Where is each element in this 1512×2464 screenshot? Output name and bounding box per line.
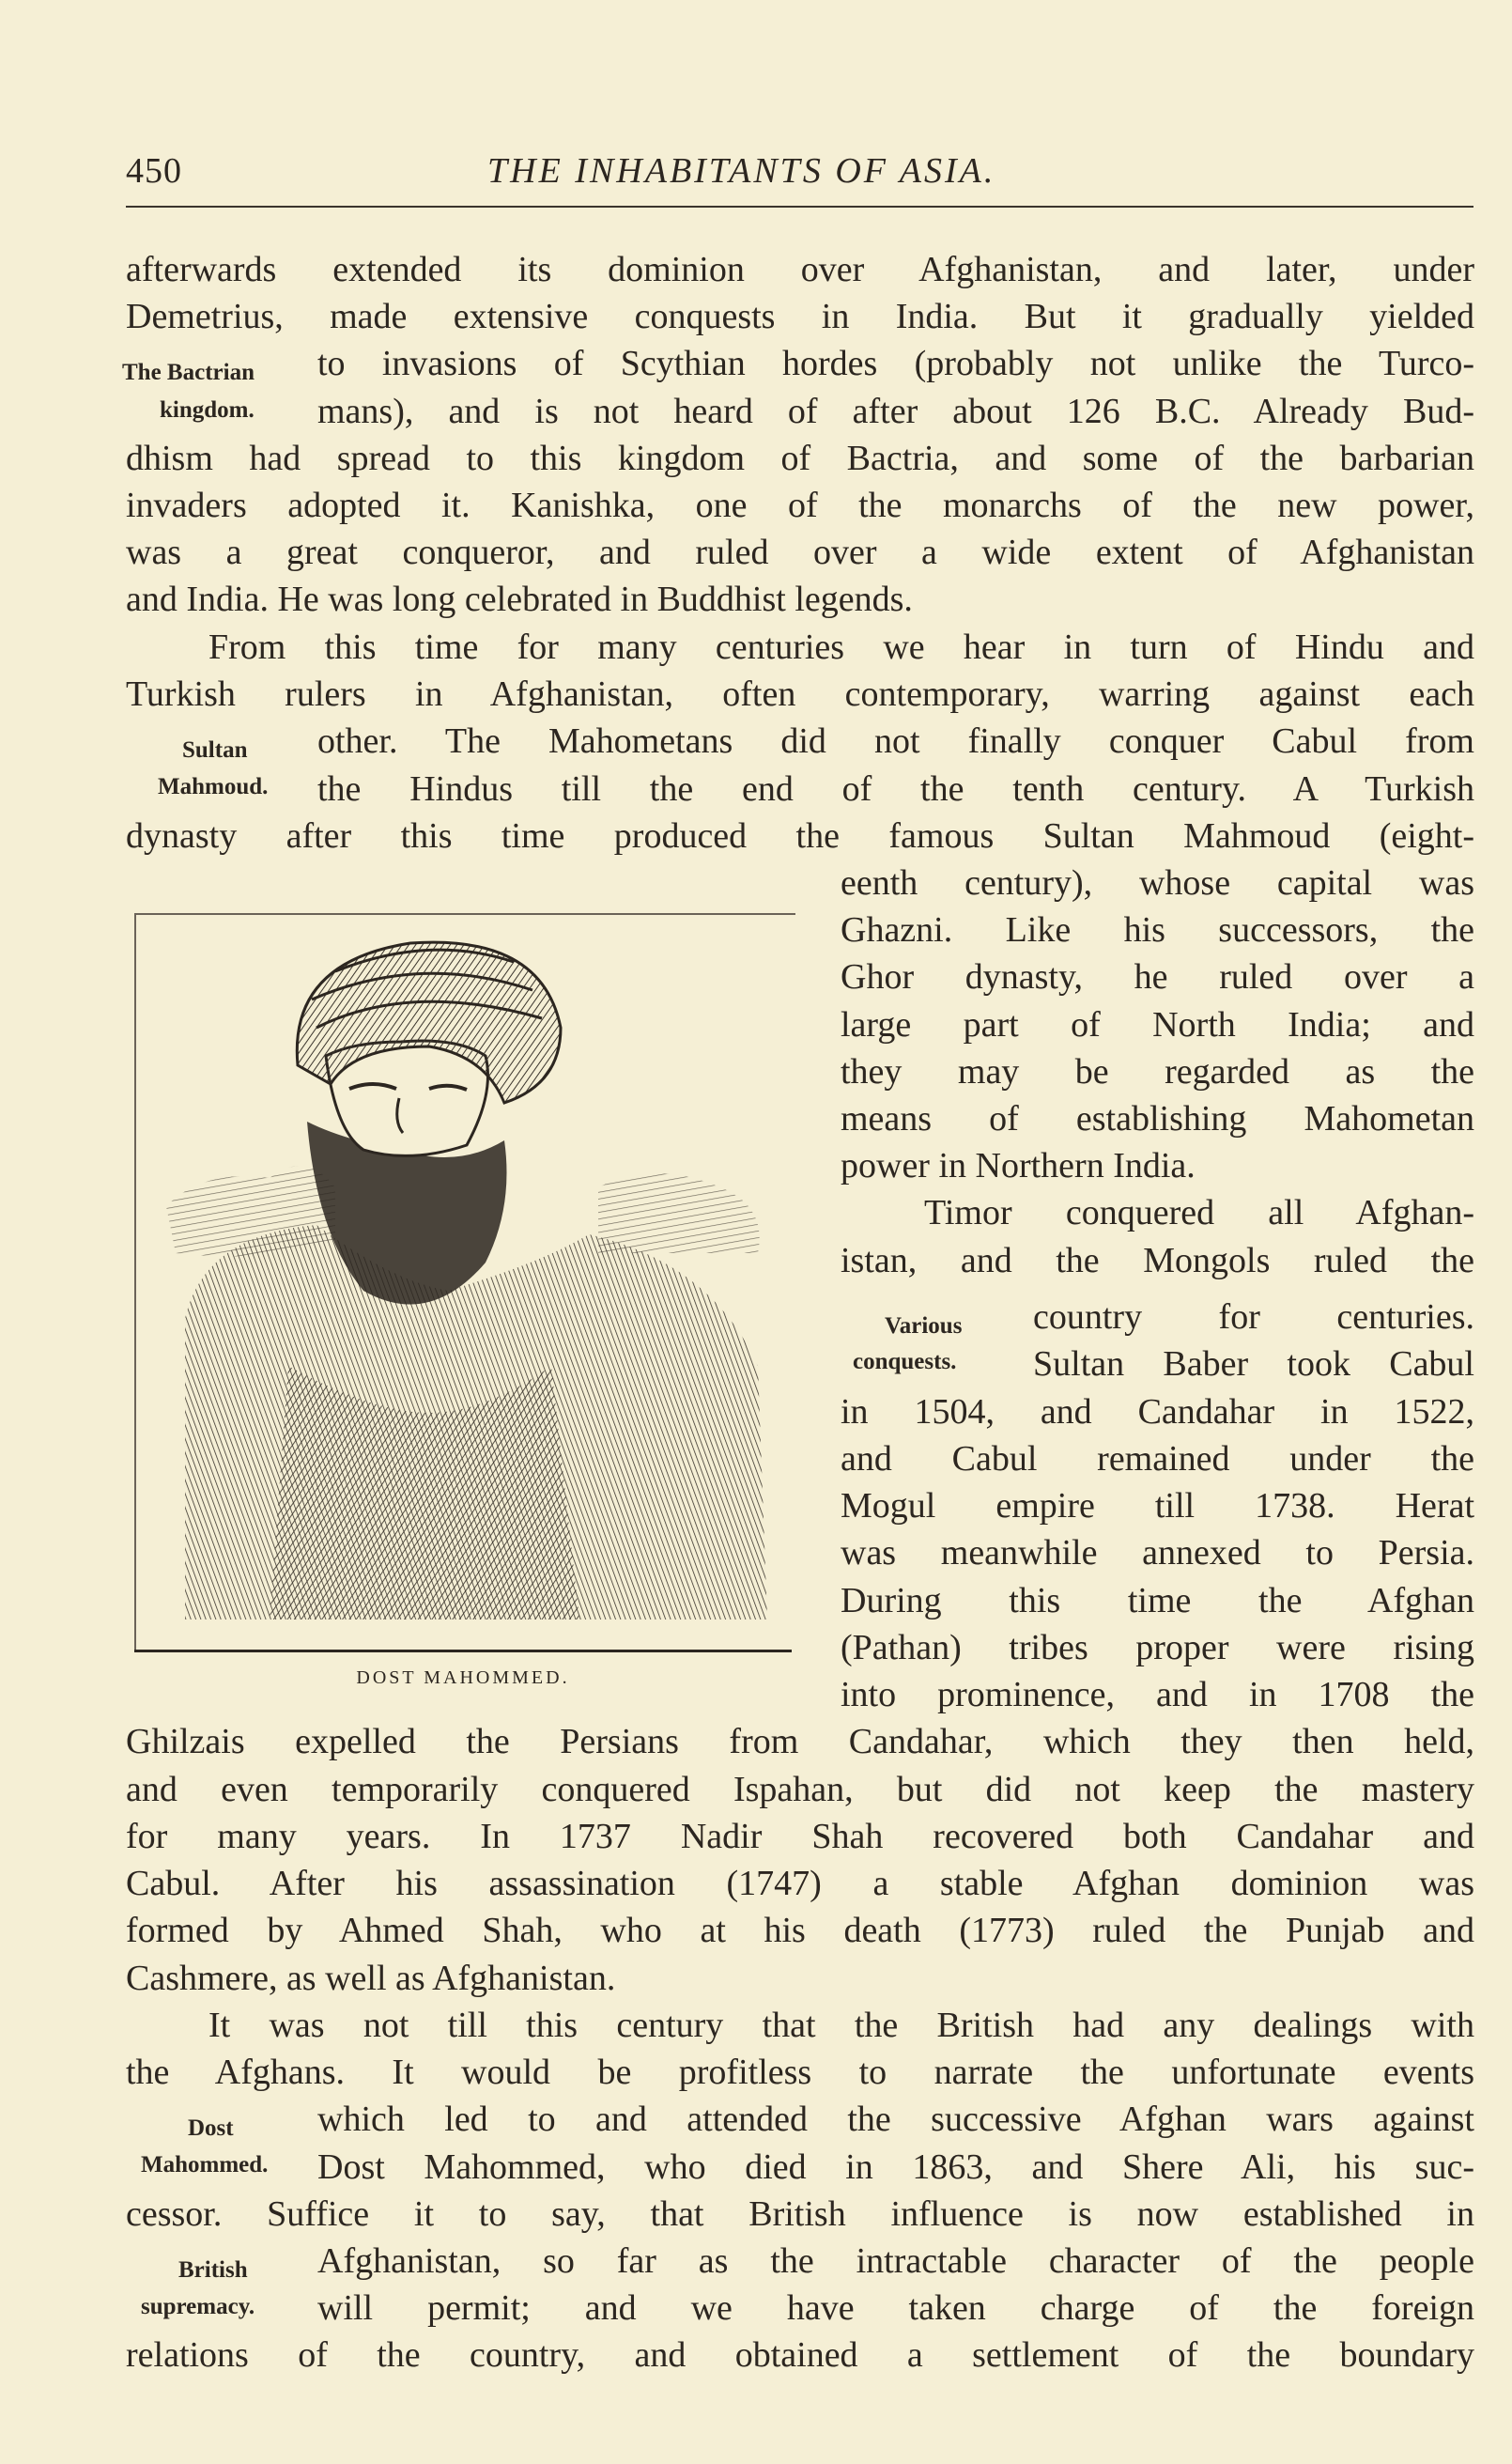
text-line: It was not till this century that the British had any dealings with [208, 2006, 1474, 2045]
text-line: country for centuries. [1033, 1297, 1474, 1337]
text-line: and Cabul remained under the [841, 1439, 1474, 1479]
text-line: Cashmere, as well as Afghanistan. [126, 1959, 616, 1998]
running-head [126, 150, 1478, 197]
figure-bottom-rule [134, 1650, 792, 1652]
side-note-conquests: Various [885, 1313, 963, 1339]
text-line: invaders adopted it. Kanishka, one of the monarchs of the new power, [126, 486, 1474, 525]
text-line: and even temporarily conquered Ispahan, but did not keep the mastery [126, 1770, 1474, 1809]
page-number: 450 [126, 151, 182, 191]
side-note-conquests: conquests. [853, 1349, 957, 1374]
text-line: eenth century), whose capital was [841, 863, 1474, 903]
text-line: Sultan Baber took Cabul [1033, 1344, 1474, 1384]
text-line: Ghazni. Like his successors, the [841, 910, 1474, 950]
portrait-figure [134, 913, 795, 1652]
text-line: was meanwhile annexed to Persia. [841, 1533, 1474, 1573]
text-line: into prominence, and in 1708 the [841, 1675, 1474, 1714]
text-line: Mogul empire till 1738. Herat [841, 1486, 1474, 1526]
text-line: istan, and the Mongols ruled the [841, 1241, 1474, 1280]
text-line: Dost Mahommed, who died in 1863, and Shere Ali, his suc- [317, 2147, 1474, 2187]
text-line: which led to and attended the successive Afghan wars against [317, 2100, 1474, 2139]
side-note-british: supremacy. [141, 2294, 255, 2319]
running-title: THE INHABITANTS OF ASIA. [487, 151, 996, 191]
portrait-engraving [147, 924, 786, 1643]
side-note-bactrian: kingdom. [160, 397, 255, 423]
text-line: mans), and is not heard of after about 126 B.C. Already Bud- [317, 392, 1474, 431]
side-note-dost: Dost [188, 2115, 234, 2141]
text-line: Timor conquered all Afghan- [924, 1193, 1474, 1232]
text-line: Ghor dynasty, he ruled over a [841, 957, 1474, 997]
side-note-mahmoud: Sultan [182, 737, 248, 763]
text-line: From this time for many centuries we hear in turn of Hindu and [208, 628, 1474, 667]
header-rule [126, 206, 1473, 208]
side-note-bactrian: The Bactrian [122, 360, 255, 385]
text-line: dynasty after this time produced the famous Sultan Mahmoud (eight- [126, 816, 1474, 856]
text-line: dhism had spread to this kingdom of Bactria, and some of the barbarian [126, 439, 1474, 478]
text-line: and India. He was long celebrated in Buddhist legends. [126, 580, 913, 619]
side-note-dost: Mahommed. [141, 2152, 269, 2177]
text-line: in 1504, and Candahar in 1522, [841, 1392, 1474, 1432]
text-line: they may be regarded as the [841, 1052, 1474, 1092]
text-line: During this time the Afghan [841, 1581, 1474, 1620]
figure-caption: DOST MAHOMMED. [356, 1667, 570, 1688]
text-line: Cabul. After his assassination (1747) a stable Afghan dominion was [126, 1864, 1474, 1903]
text-line: (Pathan) tribes proper were rising [841, 1628, 1474, 1667]
text-line: afterwards extended its dominion over Afghanistan, and later, under [126, 250, 1474, 289]
text-line: to invasions of Scythian hordes (probably not unlike the Turco- [317, 344, 1474, 383]
side-note-mahmoud: Mahmoud. [158, 774, 269, 799]
text-line: Turkish rulers in Afghanistan, often contemporary, warring against each [126, 674, 1474, 714]
text-line: the Hindus till the end of the tenth century. A Turkish [317, 769, 1474, 809]
text-line: relations of the country, and obtained a settlement of the boundary [126, 2335, 1474, 2375]
text-line: formed by Ahmed Shah, who at his death (1773) ruled the Punjab and [126, 1911, 1474, 1950]
side-note-british: British [178, 2257, 248, 2283]
text-line: cessor. Suffice it to say, that British influence is now established in [126, 2194, 1474, 2234]
text-line: the Afghans. It would be profitless to narrate the unfortunate events [126, 2053, 1474, 2092]
text-line: means of establishing Mahometan [841, 1099, 1474, 1139]
text-line: Ghilzais expelled the Persians from Candahar, which they then held, [126, 1722, 1474, 1761]
text-line: for many years. In 1737 Nadir Shah recovered both Candahar and [126, 1817, 1474, 1856]
text-line: will permit; and we have taken charge of the foreign [317, 2288, 1474, 2328]
text-line: Afghanistan, so far as the intractable character of the people [317, 2241, 1474, 2281]
text-line: power in Northern India. [841, 1146, 1196, 1186]
text-line: large part of North India; and [841, 1005, 1474, 1045]
text-line: was a great conqueror, and ruled over a wide extent of Afghanistan [126, 533, 1474, 572]
text-line: Demetrius, made extensive conquests in India. But it gradually yielded [126, 297, 1474, 336]
text-line: other. The Mahometans did not finally conquer Cabul from [317, 721, 1474, 761]
